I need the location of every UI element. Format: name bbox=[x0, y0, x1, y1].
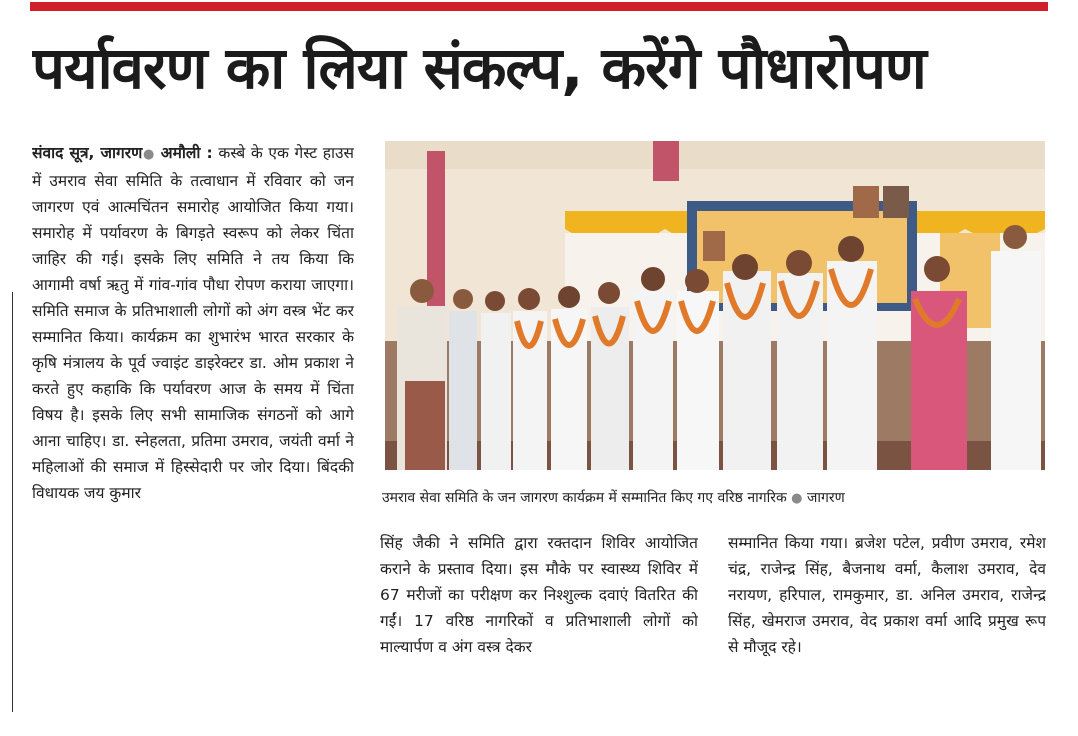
caption-text: उमराव सेवा समिति के जन जागरण कार्यक्रम में सम्मानित किए गए वरिष्ठ नागरिक bbox=[382, 490, 787, 506]
top-accent-bar bbox=[30, 2, 1048, 11]
article-column-3 bbox=[728, 530, 1046, 712]
dateline: अमौली : bbox=[160, 144, 213, 162]
article-text-2: सिंह जैकी ने समिति द्वारा रक्तदान शिविर आयोजित कराने के प्रस्ताव दिया। इस मौके पर स्वास्थ्य शिविर में 67 मरीजों का परीक्षण कर निश्शुल्क दवाएं वितरित की गईं। 17 वरिष्ठ नागरिकों व प्रतिभाशाली लोगों को माल्यार्पण व अंग वस्त्र देकर bbox=[380, 534, 698, 656]
photo-caption bbox=[382, 487, 1046, 510]
article-column-2 bbox=[380, 530, 698, 712]
news-photo bbox=[385, 141, 1045, 470]
event-photo-illustration bbox=[385, 141, 1045, 470]
caption-source: जागरण bbox=[806, 490, 845, 506]
article-text-3: सम्मानित किया गया। ब्रजेश पटेल, प्रवीण उमराव, रमेश चंद्र, राजेन्द्र सिंह, बैजनाथ वर्मा, कैलाश उमराव, देव नरायण, हरिपाल, रामकुमार, डा. अनिल उमराव, राजेन्द्र सिंह, खेमराज उमराव, वेद प्रकाश वर्मा आदि प्रमुख रूप से मौजूद रहे। bbox=[728, 534, 1046, 656]
bullet-dot: ● bbox=[791, 491, 803, 506]
headline: पर्यावरण का लिया संकल्प, करेंगे पौधारोपण bbox=[32, 34, 926, 102]
article-column-1 bbox=[32, 140, 354, 712]
column-rule bbox=[12, 292, 13, 712]
byline: संवाद सूत्र, जागरण bbox=[32, 144, 143, 162]
bullet-dot: ● bbox=[142, 147, 156, 162]
article-text-1: कस्बे के एक गेस्ट हाउस में उमराव सेवा समिति के तत्वाधान में रविवार को जन जागरण एवं आत्मचिंतन समारोह आयोजित किया गया। समारोह में पर्यावरण के बिगड़ते स्वरूप को लेकर चिंता जाहिर की गई। इसके लिए समिति ने तय किया कि आगामी वर्षा ऋतु में गांव-गांव पौधा रोपण कराया जाएगा। समिति समाज के प्रतिभाशाली लोगों को अंग वस्त्र भेंट कर सम्मानित किया। कार्यक्रम का शुभारंभ भारत सरकार के कृषि मंत्रालय के पूर्व ज्वाइंट डाइरेक्टर डा. ओम प्रकाश ने करते हुए कहाकि कि पर्यावरण आज के समय में चिंता विषय है। इसके लिए सभी सामाजिक संगठनों को आगे आना चाहिए। डा. स्नेहलता, प्रतिमा उमराव, जयंती वर्मा ने महिलाओं की समाज में हिस्सेदारी पर जोर दिया। बिंदकी विधायक जय कुमार bbox=[32, 144, 354, 502]
